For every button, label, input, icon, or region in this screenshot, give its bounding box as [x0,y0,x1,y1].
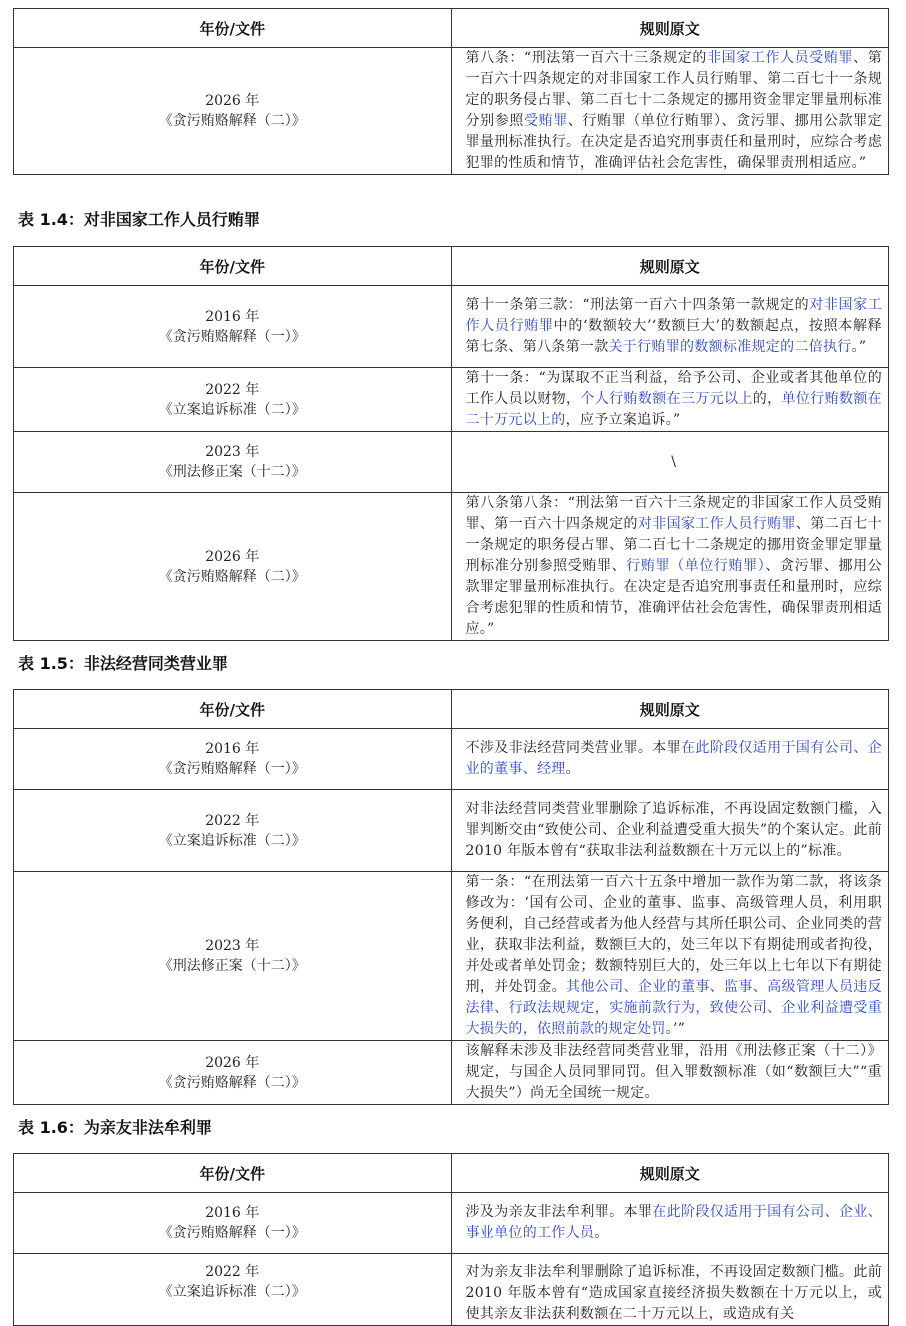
col-header-text: 规则原文 [451,1154,889,1193]
table-top [13,8,889,175]
table-caption: 表 1.4：对非国家工作人员行贿罪 [18,210,260,229]
rule-text-cell: 第十一条：“为谋取不正当利益，给予公司、企业或者其他单位的工作人员以财物，个人行贿数额在三万元以上的，单位行贿数额在二十万元以上的，应予立案追诉。” [451,368,889,432]
rule-text-cell: 第十一条第三款：“刑法第一百六十四条第一款规定的对非国家工作人员行贿罪中的‘数额较大’‘数额巨大’的数额起点，按照本解释第七条、第八条第一款关于行贿罪的数额标准规定的二倍执行。” [451,286,889,368]
year-cell: 2022 年 《立案追诉标准（二）》 [14,368,452,432]
year-cell: 2022 年 《立案追诉标准（二）》 [14,1254,452,1326]
col-header-year: 年份/文件 [14,247,452,286]
table-caption: 表 1.5：非法经营同类营业罪 [18,654,228,673]
col-header-text: 规则原文 [451,9,889,48]
rule-text-cell: 第八条：“刑法第一百六十三条规定的非国家工作人员受贿罪、第一百六十四条规定的对非国家工作人员行贿罪、第二百七十一条规定的职务侵占罪、第二百七十二条规定的挪用资金罪定罪量刑标准分别参照受贿罪、行贿罪（单位行贿罪）、贪污罪、挪用公款罪定罪量刑标准执行。在决定是否追究刑事责任和量刑时，应综合考虑犯罪的性质和情节，准确评估社会危害性，确保罪责刑相适应。” [451,48,889,175]
col-header-text: 规则原文 [451,247,889,286]
rule-text-cell: 涉及为亲友非法牟利罪。本罪在此阶段仅适用于国有公司、企业、事业单位的工作人员。 [451,1193,889,1254]
year-cell: 2023 年 《刑法修正案（十二）》 [14,432,452,493]
table-row [14,872,889,1041]
rule-text-cell: 第一条：“在刑法第一百六十五条中增加一款作为第二款，将该条修改为：‘国有公司、企业的董事、监事、高级管理人员，利用职务便利，自己经营或者为他人经营与其所任职公司、企业同类的营业，获取非法利益，数额巨大的，处三年以下有期徒刑或者拘役，并处或者单处罚金；数额特别巨大的，处三年以上七年以下有期徒刑，并处罚金。其他公司、企业的董事、监事、高级管理人员违反法律、行政法规规定，实施前款行为，致使公司、企业利益遭受重大损失的，依照前款的规定处罚。’” [451,872,889,1041]
rule-text-cell: 对非法经营同类营业罪删除了追诉标准，不再设固定数额门槛，入罪判断交由“致使公司、企业利益遭受重大损失”的个案认定。此前 2010 年版本曾有“获取非法利益数额在十万元以上的”标准。 [451,790,889,872]
table-row [14,368,889,432]
year-cell: 2026 年 《贪污贿赂解释（二）》 [14,48,452,175]
rule-text-cell: 第八条第八条：“刑法第一百六十三条规定的非国家工作人员受贿罪、第一百六十四条规定的对非国家工作人员行贿罪、第二百七十一条规定的职务侵占罪、第二百七十二条规定的挪用资金罪定罪量刑标准分别参照受贿罪、行贿罪（单位行贿罪）、贪污罪、挪用公款罪定罪量刑标准执行。在决定是否追究刑事责任和量刑时，应综合考虑犯罪的性质和情节，准确评估社会危害性，确保罪责刑相适应。” [451,493,889,641]
year-cell: 2016 年 《贪污贿赂解释（一）》 [14,729,452,790]
table-row [14,1041,889,1105]
table-row [14,432,889,493]
year-cell: 2023 年 《刑法修正案（十二）》 [14,872,452,1041]
year-cell: 2016 年 《贪污贿赂解释（一）》 [14,1193,452,1254]
table-row [14,1254,889,1326]
table-1-4 [13,246,889,641]
year-cell: 2016 年 《贪污贿赂解释（一）》 [14,286,452,368]
table-caption: 表 1.6：为亲友非法牟利罪 [18,1118,212,1137]
year-cell: 2022 年 《立案追诉标准（二）》 [14,790,452,872]
table-1-6 [13,1153,889,1326]
rule-text-cell: 该解释未涉及非法经营同类营业罪，沿用《刑法修正案（十二）》规定，与国企人员同罪同罚。但入罪数额标准（如“数额巨大”“重大损失”）尚无全国统一规定。 [451,1041,889,1105]
year-cell: 2026 年 《贪污贿赂解释（二）》 [14,493,452,641]
rule-text-cell: \ [451,432,889,493]
rule-text-cell: 对为亲友非法牟利罪删除了追诉标准，不再设固定数额门槛。此前 2010 年版本曾有“造成国家直接经济损失数额在十万元以上，或使其亲友非法获利数额在二十万元以上，或造成有关 [451,1254,889,1326]
col-header-text: 规则原文 [451,690,889,729]
table-row [14,1193,889,1254]
col-header-year: 年份/文件 [14,690,452,729]
table-row [14,286,889,368]
table-row [14,493,889,641]
col-header-year: 年份/文件 [14,9,452,48]
rule-text-cell: 不涉及非法经营同类营业罪。本罪在此阶段仅适用于国有公司、企业的董事、经理。 [451,729,889,790]
col-header-year: 年份/文件 [14,1154,452,1193]
year-cell: 2026 年 《贪污贿赂解释（二）》 [14,1041,452,1105]
table-1-5 [13,689,889,1105]
table-row [14,790,889,872]
table-row [14,729,889,790]
table-row [14,48,889,175]
